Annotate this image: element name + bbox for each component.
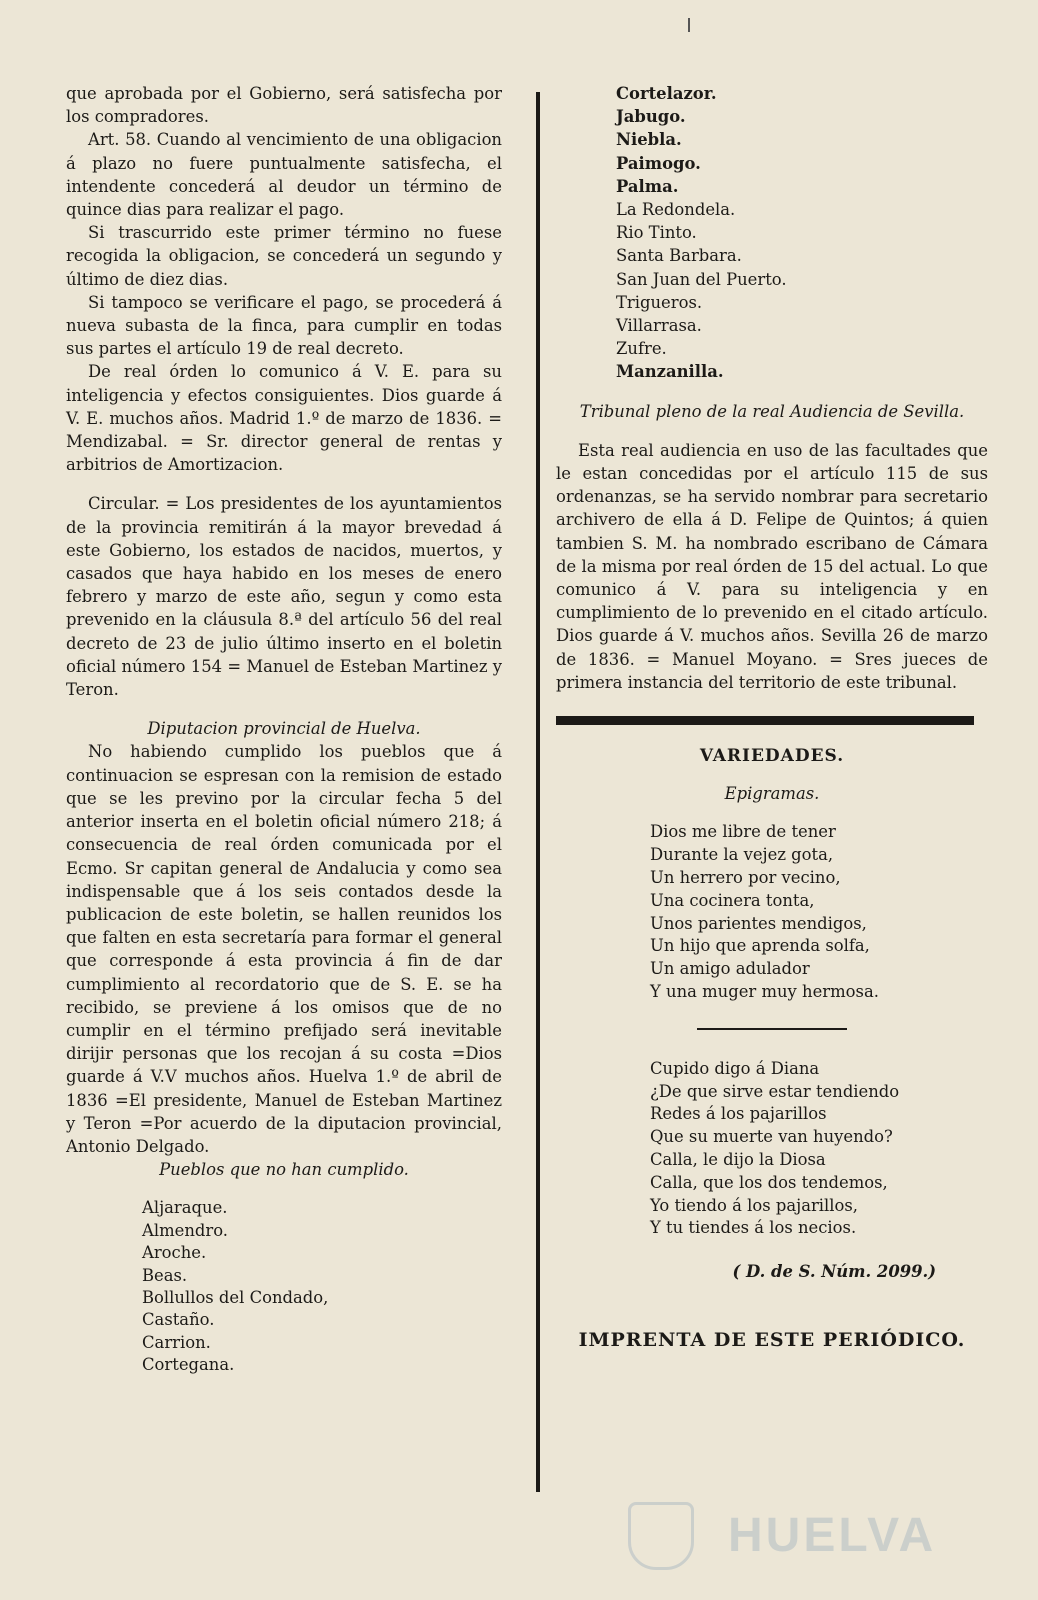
paragraph-tribunal: Esta real audiencia en uso de las facultades que le estan concedidas por el artículo 115 de sus ordenanzas, se ha servido nombrar para secretario archivero de ella á D. Felipe de Quintos; á quien tambien S. M. ha nombrado escribano de Cámara de la misma por real órden de 15 del actual. Lo que comunico á V. para su inteligencia y en cumplimiento de lo prevenido en el citado artículo. Dios guarde á V. muchos años. Sevilla 26 de marzo de 1836. = Manuel Moyano. = Sres jueces de primera instancia del territorio de este tribunal. [556,440,988,692]
list-item: Niebla. [616,130,682,150]
right-column [556,82,988,1353]
list-item: Cortegana. [142,1355,235,1375]
heading-tribunal: Tribunal pleno de la real Audiencia de Sevilla. [579,401,965,421]
list-item: Aljaraque. [142,1198,228,1218]
list-item: Rio Tinto. [616,223,697,243]
heading-pueblos: Pueblos que no han cumplido. [159,1160,409,1180]
paragraph-second-term: Si trascurrido este primer término no fuese recogida la obligacion, se concederá un segundo y último de diez dias. [66,223,502,289]
poem-line: ¿De que sirve estar tendiendo [650,1081,900,1101]
list-item: Jabugo. [616,107,686,127]
column-divider [536,92,540,1492]
paragraph-art57-end: que aprobada por el Gobierno, será satisfecha por los compradores. [66,84,502,127]
pueblos-list-right [616,82,988,384]
poem-line: Durante la vejez gota, [650,845,834,865]
folio-mark [688,18,690,32]
poem-line: Que su muerte van huyendo? [650,1127,893,1147]
list-item: Cortelazor. [616,84,717,103]
list-item: Palma. [616,176,679,196]
list-item: Villarrasa. [616,316,702,336]
list-item: Carrion. [142,1332,211,1352]
heading-diputacion: Diputacion provincial de Huelva. [147,719,421,739]
epigramas-title: Epigramas. [724,784,820,804]
paragraph-new-auction: Si tampoco se verificare el pago, se procederá á nueva subasta de la finca, para cumplir en todas sus partes el artículo 19 de real decreto. [66,292,502,359]
variedades-title: VARIEDADES. [699,746,845,767]
poem-line: Cupido digo á Diana [650,1058,820,1078]
list-item: Almendro. [142,1220,228,1240]
list-item: Beas. [142,1265,188,1285]
list-item: Aroche. [142,1243,207,1263]
poem-line: Redes á los pajarillos [650,1104,827,1124]
poem-2 [650,1058,988,1240]
list-item: Santa Barbara. [616,246,742,266]
poem-line: Una cocinera tonta, [650,890,815,910]
list-item: Trigueros. [616,292,703,312]
watermark-logo [628,1498,958,1572]
poem-rule [697,1028,847,1030]
poem-line: Un amigo adulador [650,959,810,979]
poem-line: Dios me libre de tener [650,822,836,842]
imprenta-footer: IMPRENTA DE ESTE PERIÓDICO. [578,1329,966,1352]
poem-line: Un hijo que aprenda solfa, [650,936,870,956]
list-item: Bollullos del Condado, [142,1287,329,1307]
poem-line: Unos parientes mendigos, [650,913,867,933]
paragraph-circular: Circular. = Los presidentes de los ayuntamientos de la provincia remitirán á la mayor brevedad á este Gobierno, los estados de nacidos, muertos, y casados que haya habido en los meses de enero febrero y marzo de este año, segun y como esta prevenido en la cláusula 8.ª del artículo 56 del real decreto de 23 de julio último inserto en el boletin oficial número 154 = Manuel de Esteban Martinez y Teron. [66,494,502,700]
list-item: Manzanilla. [616,362,724,382]
poem-line: Yo tiendo á los pajarillos, [650,1195,859,1215]
left-column [66,82,502,1377]
paragraph-diputacion: No habiendo cumplido los pueblos que á continuacion se espresan con la remision de estado que se les previno por la circular fecha 5 del anterior inserta en el boletin oficial número 218; á consecuencia de real órden comunicada por el Ecmo. Sr capitan general de Andalucia y como sea indispensable que á los seis contados desde la publicacion de este boletin, se hallen reunidos los que falten en esta secretaría para formar el general que corresponde á esta provincia á fin de dar cumplimiento al recordatorio que de S. E. se ha recibido, se previene á los omisos que de no cumplir en el término prefijado será inevitable dirijir personas que los recojan á su costa =Dios guarde á V.V muchos años. Huelva 1.º de abril de 1836 =El presidente, Manuel de Esteban Martinez y Teron =Por acuerdo de la diputacion provincial, Antonio Delgado. [66,742,502,1156]
list-item: Paimogo. [616,153,701,173]
paragraph-real-orden: De real órden lo comunico á V. E. para su inteligencia y efectos consiguientes. Dios guarde á V. E. muchos años. Madrid 1.º de marzo de 1836. = Mendizabal. = Sr. director general de rentas y arbitrios de Amortizacion. [66,362,502,475]
list-item: San Juan del Puerto. [616,269,787,289]
list-item: Castaño. [142,1310,215,1330]
list-item: La Redondela. [616,200,736,220]
paragraph-art58: Art. 58. Cuando al vencimiento de una obligacion á plazo no fuere puntualmente satisfecha, el intendente concederá al deudor un término de quince dias para realizar el pago. [66,130,502,220]
poem-line: Y una muger muy hermosa. [650,982,879,1002]
pueblos-list-left [142,1197,502,1376]
poem-line: Y tu tiendes á los necios. [650,1218,857,1238]
watermark-text: HUELVA [728,1509,937,1562]
poem-line: Un herrero por vecino, [650,868,841,888]
list-item: Zufre. [616,339,667,359]
poem-line: Calla, que los dos tendemos, [650,1172,888,1192]
poem-1 [650,821,988,1003]
shield-icon [628,1502,694,1570]
poem-line: Calla, le dijo la Diosa [650,1150,826,1170]
citation: ( D. de S. Núm. 2099.) [732,1262,936,1282]
section-rule [556,716,974,725]
